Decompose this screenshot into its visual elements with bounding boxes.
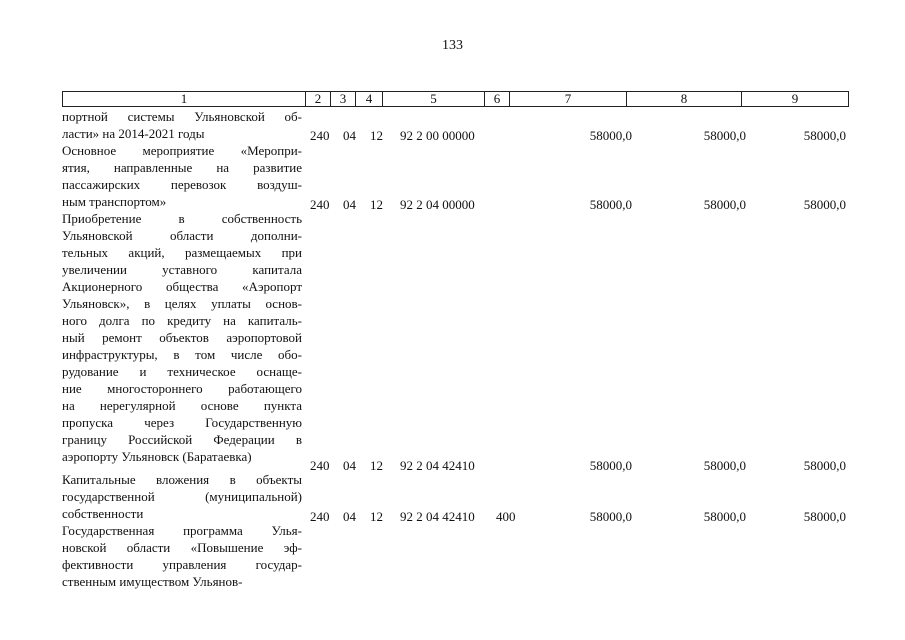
table-row [0,196,905,213]
description-line: собственности [62,506,144,521]
header-col-5: 5 [383,92,485,106]
description-line: ласти» на 2014-2021 годы [62,126,205,141]
description-line: пропуска через Государственную [62,415,302,430]
cell-c4: 12 [370,197,383,212]
cell-c2: 240 [310,509,330,524]
cell-c2: 240 [310,128,330,143]
description-line: ственным имуществом Ульянов- [62,574,243,589]
header-col-6: 6 [485,92,510,106]
description-line: портной системы Ульяновской об- [62,109,302,124]
cell-c8: 58000,0 [703,197,746,212]
description-line: государственной (муниципальной) [62,489,302,504]
table-header-row [62,91,849,107]
cell-c6: 400 [496,509,516,524]
cell-c9: 58000,0 [803,128,846,143]
description-line: Капитальные вложения в объекты [62,472,302,487]
table-row [0,508,905,525]
cell-c8: 58000,0 [703,458,746,473]
cell-c8: 58000,0 [703,509,746,524]
description-line: Акционерного общества «Аэропорт [62,279,302,294]
description-line: на нерегулярной основе пункта [62,398,302,413]
header-col-1: 1 [63,92,306,106]
description-line: Приобретение в собственность [62,211,302,226]
description-line: ятия, направленные на развитие [62,160,302,175]
description-line: ние многостороннего работающего [62,381,302,396]
description-line: Ульяновской области дополни- [62,228,302,243]
cell-c7: 58000,0 [589,458,632,473]
description-line: Государственная программа Улья- [62,523,302,538]
description-line: инфраструктуры, в том числе обо- [62,347,302,362]
cell-c7: 58000,0 [589,509,632,524]
description-line: пассажирских перевозок воздуш- [62,177,302,192]
cell-c7: 58000,0 [589,197,632,212]
cell-c5: 92 2 00 00000 [400,128,475,143]
cell-c2: 240 [310,197,330,212]
page-number: 133 [442,38,463,53]
description-line: увеличении уставного капитала [62,262,302,277]
table-row [0,457,905,474]
description-line: Основное мероприятие «Меропри- [62,143,302,158]
cell-c3: 04 [343,458,356,473]
description-line: аэропорту Ульяновск (Баратаевка) [62,449,252,464]
description-line: рудование и техническое оснаще- [62,364,302,379]
description-line: ный ремонт объектов аэропортовой [62,330,302,345]
header-col-8: 8 [627,92,742,106]
header-col-7: 7 [510,92,627,106]
cell-c5: 92 2 04 42410 [400,509,475,524]
description-line: границу Российской Федерации в [62,432,302,447]
description-line: новской области «Повышение эф- [62,540,302,555]
cell-c5: 92 2 04 00000 [400,197,475,212]
header-col-9: 9 [791,91,799,106]
description-block [62,210,302,465]
table-row [0,127,905,144]
cell-c3: 04 [343,197,356,212]
header-col-3: 3 [331,92,356,106]
cell-c9: 58000,0 [803,458,846,473]
header-col-4: 4 [356,92,383,106]
cell-c7: 58000,0 [589,128,632,143]
description-line: Ульяновск», в целях уплаты основ- [62,296,302,311]
cell-c9: 58000,0 [803,197,846,212]
cell-c9: 58000,0 [803,509,846,524]
cell-c5: 92 2 04 42410 [400,458,475,473]
cell-c4: 12 [370,458,383,473]
cell-c2: 240 [310,458,330,473]
description-block [62,522,302,590]
cell-c4: 12 [370,509,383,524]
cell-c3: 04 [343,509,356,524]
description-line: тельных акций, размещаемых при [62,245,302,260]
cell-c4: 12 [370,128,383,143]
header-col-2: 2 [306,92,331,106]
cell-c3: 04 [343,128,356,143]
description-line: ного долга по кредиту на капиталь- [62,313,302,328]
description-line: фективности управления государ- [62,557,302,572]
cell-c8: 58000,0 [703,128,746,143]
description-line: ным транспортом» [62,194,167,209]
